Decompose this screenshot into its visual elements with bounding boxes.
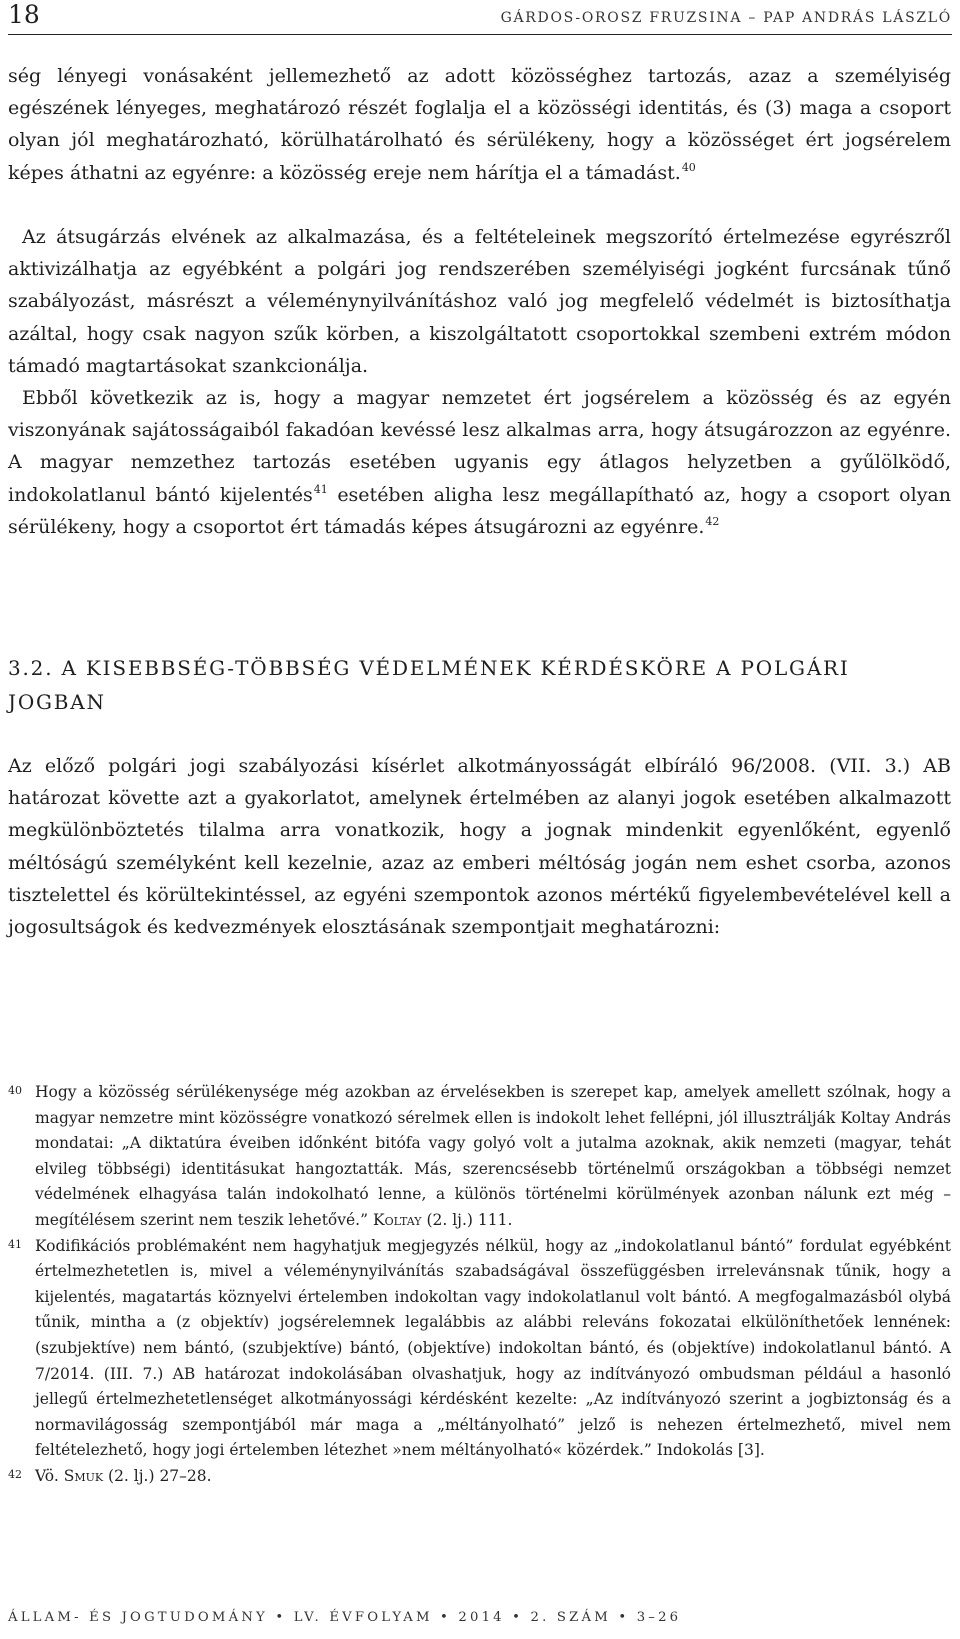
paragraph — [8, 382, 951, 543]
section-paragraph: Az előző polgári jogi szabályozási kísérlet alkotmányosságát elbíráló 96/2008. (VII. 3.) AB határozat követte azt a gyakorlatot, amelynek értelmében az alanyi jogok esetében alkalmazott megkülönböztetés tilalma arra vonatkozik, hogy a jognak mindenkit egyenlőként, egyenlő méltóságú személyként kell kezelnie, azaz az emberi méltóság jogán nem eshet csorba, azonos tisztelettel és körültekintéssel, az egyéni szempontok azonos mértékű figyelembevételével kell a jogosultságok és kedvezmények elosztásának szempontjait meghatározni: — [8, 755, 951, 939]
footnote-text: Kodifikációs problémaként nem hagyhatjuk megjegyzés nélkül, hogy az „indokolatlanul bántó” fordulat egyébként értelmezhetetlen is, mivel a véleménynyilvánítás szabadságával összefüggésben irrelevánsnak tűnik, hogy a kijelentés, magatartás köznyelvi értelemben indokoltan vagy indokolatlanul volt bántó. A megfogalmazásból olybá tűnik, mintha a (z objektív) jogsérelemnek legalábbis az alábbi releváns fokozatai elkülöníthetőek lennének: (szubjektíve) nem bántó, (szubjektíve) bántó, (objektíve) indokoltan bántó, és (objektíve) indokolatlanul bántó. A 7/2014. (III. 7.) AB határozat indokolásában olvashatjuk, hogy az indítványozó ombudsman például a hasonló jellegű értelmezhetetlenséget alkotmányossági kérdésként kezelte: „Az indítványozó szerint a jogbiztonság és a normavilágosság szempontjából már maga a „méltányolható” jelző is nehezen értelmezhető, mivel nem feltételezhető, hogy jogi értelemben létezhet »nem méltányolható« közérdek.” Indokolás [3]. — [35, 1236, 951, 1460]
footnotes — [8, 1080, 951, 1490]
page-number: 18 — [8, 0, 40, 29]
footnote-ref-40[interactable]: 40 — [681, 160, 696, 174]
footnote-text: Vö. Smuk (2. lj.) 27–28. — [35, 1466, 212, 1485]
author-name: Koltay — [372, 1210, 422, 1229]
paragraph-text: ség lényegi vonásaként jellemezhető az adott közösséghez tartozás, azaz a személyiség egészének lényeges, meghatározó részét foglalja el a közösségi identitás, és (3) maga a csoport olyan jól meghatározható, körülhatárolható és sérülékeny, hogy a közösséget ért jogsérelem képes áthatni az egyénre: a közösség ereje nem hárítja el a támadást. — [8, 65, 951, 184]
page-footer: ÁLLAM- ÉS JOGTUDOMÁNY • LV. ÉVFOLYAM • 2014 • 2. SZÁM • 3–26 — [8, 1610, 682, 1625]
paragraph-text: Ebből következik az is, hogy a magyar nemzetet ért jogsérelem a közösség és az egyén viszonyának sajátosságaiból fakadóan kevéssé lesz alkalmas arra, hogy átsugározzon az egyénre. A magyar nemzethez tartozás esetében ugyanis egy átlagos helyzetben a gyűlölködő, indokolatlanul bántó kijelentés — [8, 387, 951, 506]
paragraph-continued — [8, 60, 951, 189]
page-header — [8, 0, 952, 35]
paragraph — [8, 221, 951, 382]
footnote-number: 42 — [8, 1467, 22, 1481]
footnote-ref-42[interactable]: 42 — [705, 514, 720, 528]
paragraph-text: Az átsugárzás elvének az alkalmazása, és a feltételeinek megszorító értelmezése egyrészről aktivizálhatja az egyébként a polgári jog rendszerében személyiségi jogként furcsának tűnő szabályozást, másrészt a véleménynyilvánításhoz való jog megfelelő védelmét is biztosíthatja azáltal, hogy csak nagyon szűk körben, a kiszolgáltatott csoportokkal szembeni extrém módon támadó magtartásokat szankcionálja. — [8, 226, 951, 377]
footnote-40 — [8, 1080, 951, 1234]
running-head: GÁRDOS-OROSZ FRUZSINA – PAP ANDRÁS LÁSZLÓ — [500, 10, 952, 26]
footnote-41 — [8, 1234, 951, 1464]
section-heading: 3.2. A KISEBBSÉG-TÖBBSÉG VÉDELMÉNEK KÉRDÉSKÖRE A POLGÁRI JOGBAN — [8, 656, 850, 714]
footnote-reference: (2. lj.) 111. — [426, 1210, 513, 1229]
footnote-number: 40 — [8, 1084, 22, 1097]
footnote-text: Hogy a közösség sérülékenysége még azokban az érvelésekben is szerepet kap, amelyek amellett szólnak, hogy a magyar nemzetre mint közösségre vonatkozó sérelmek ellen is indokolt lehet fellépni, jól illusztrálják Koltay András mondatai: „A diktatúra éveiben időnként bitófa vagy golyó volt a jutalma azoknak, akik nemzeti (magyar, tehát elvileg többségi) identitásukat hangoztatták. Más, szerencsésebb történelmű országokban a többségi nemzet védelmének elhagyása talán indokolható lenne, a különös történelmi körülmények azonban nálunk ezt még – megítélésem szerint nem teszik lehetővé.” Koltay (2. lj.) 111. — [35, 1083, 951, 1229]
paragraph-text: esetében aligha lesz megállapítható az, hogy a csoport olyan sérülékeny, hogy a csoportot ért támadás képes átsugározni az egyénre. — [8, 483, 951, 538]
footnote-42 — [8, 1464, 951, 1490]
footnote-reference: (2. lj.) 27–28. — [108, 1466, 212, 1485]
footnote-ref-41[interactable]: 41 — [313, 482, 328, 496]
author-name: Smuk — [63, 1466, 104, 1485]
footnote-number: 41 — [8, 1237, 22, 1251]
